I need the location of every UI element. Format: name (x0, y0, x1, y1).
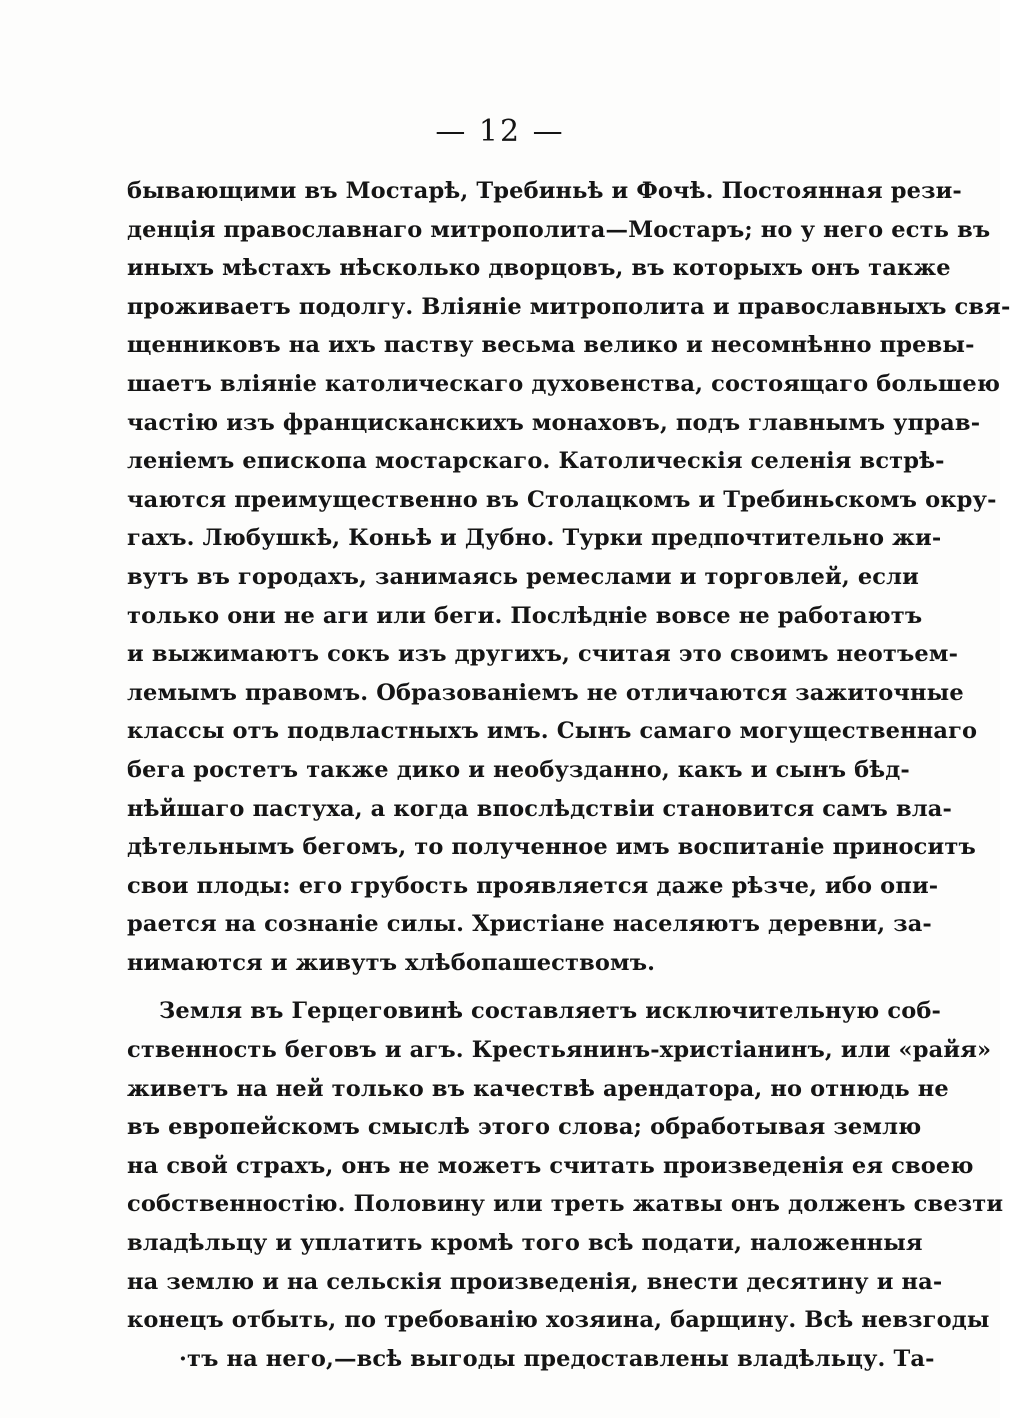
text-line: конецъ отбыть, по требованію хозяина, барщину. Всѣ невзгоды (127, 1307, 990, 1334)
text-line: владѣльцу и уплатить кромѣ того всѣ подати, наложенныя (127, 1230, 923, 1257)
text-line: лемымъ правомъ. Образованіемъ не отличаются зажиточные (127, 679, 964, 706)
text-line: собственностію. Половину или треть жатвы онъ долженъ свезти (127, 1191, 1004, 1218)
text-line: Земля въ Герцеговинѣ составляетъ исключительную соб- (159, 998, 942, 1025)
text-line: бега ростетъ также дико и необузданно, какъ и сынъ бѣд- (127, 756, 910, 783)
text-line: въ европейскомъ смыслѣ этого слова; обработывая землю (127, 1114, 922, 1141)
page-number: — 12 — (435, 114, 565, 149)
text-line: гахъ. Любушкѣ, Коньѣ и Дубно. Турки предпочтительно жи- (127, 525, 942, 552)
text-line: чаются преимущественно въ Столацкомъ и Требиньскомъ окру- (127, 486, 997, 513)
text-line: и выжимаютъ сокъ изъ другихъ, считая это своимъ неотъем- (127, 641, 959, 668)
text-line: бывающими въ Мостарѣ, Требиньѣ и Фочѣ. Постоянная рези- (127, 178, 962, 204)
text-line: свои плоды: его грубость проявляется даже рѣзче, ибо опи- (127, 872, 939, 899)
text-line: ственность беговъ и агъ. Крестьянинъ-христіанинъ, или «райя» (127, 1037, 992, 1064)
text-line: рается на сознаніе силы. Христіане населяютъ деревни, за- (127, 911, 932, 938)
text-line: леніемъ епископа мостарскаго. Католическія селенія встрѣ- (127, 448, 945, 475)
text-line: вутъ въ городахъ, занимаясь ремеслами и торговлей, если (127, 563, 919, 590)
text-line: живетъ на ней только въ качествѣ арендатора, но отнюдь не (127, 1075, 949, 1102)
text-line: ·тъ на него,—всѣ выгоды предоставлены владѣльцу. Та- (179, 1345, 935, 1372)
text-line: нѣйшаго пастуха, а когда впослѣдствіи становится самъ вла- (127, 795, 952, 822)
text-line: на свой страхъ, онъ не можетъ считать произведенія ея своею (127, 1152, 974, 1179)
text-line: на землю и на сельскія произведенія, внести десятину и на- (127, 1268, 943, 1295)
text-line: частію изъ францисканскихъ монаховъ, подъ главнымъ управ- (127, 409, 981, 436)
text-line: дѣтельнымъ бегомъ, то полученное имъ воспитаніе приноситъ (127, 834, 976, 861)
text-line: денція православнаго митрополита—Мостаръ; но у него есть въ (127, 216, 991, 243)
text-line: иныхъ мѣстахъ нѣсколько дворцовъ, въ которыхъ онъ также (127, 255, 951, 282)
body-text (127, 172, 1010, 1378)
text-line: щенниковъ на ихъ паству весьма велико и несомнѣнно превы- (127, 332, 975, 359)
text-line: нимаются и живутъ хлѣбопашествомъ. (127, 949, 656, 976)
text-line: проживаетъ подолгу. Вліяніе митрополита и православныхъ свя- (127, 293, 1010, 320)
text-line: шаетъ вліяніе католическаго духовенства, состоящаго большею (127, 370, 1001, 397)
text-line: классы отъ подвластныхъ имъ. Сынъ самаго могущественнаго (127, 718, 978, 745)
text-line: только они не аги или беги. Послѣдніе вовсе не работаютъ (127, 602, 923, 629)
